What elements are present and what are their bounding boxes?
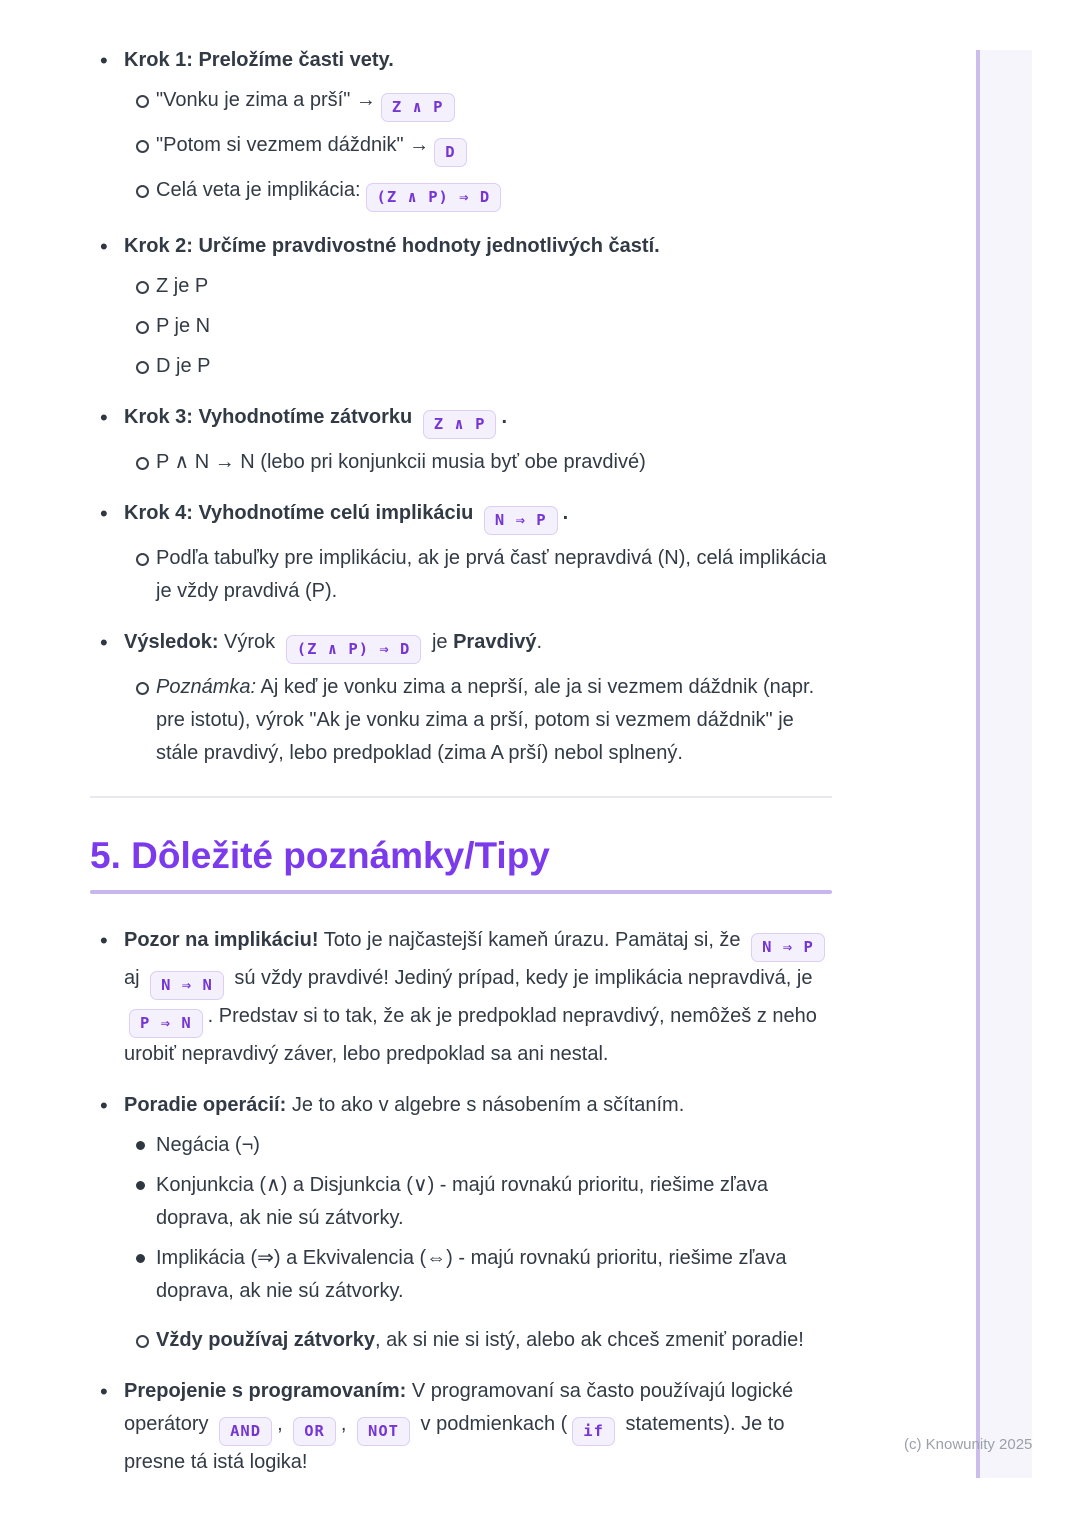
step-title-text: Krok 3: Vyhodnotíme zátvorku xyxy=(124,406,413,429)
heading-underline xyxy=(90,890,832,894)
sub-text: P je N xyxy=(156,315,211,338)
step-title: Krok 1: Preložíme časti vety. xyxy=(124,49,394,71)
separator-text: , xyxy=(340,1413,347,1436)
sub-item-text xyxy=(156,446,832,479)
tip-text: statements). Je to presne tá istá logika! xyxy=(124,1413,785,1474)
step-title-punct: . xyxy=(562,502,569,525)
sub-item xyxy=(124,174,832,212)
sub-text: Implikácia (⇒) a Ekvivalencia (⇔) - majú rovnakú prioritu, riešime zľava doprava, ak nie sú zátvorky. xyxy=(156,1247,787,1303)
note-text: , ak si nie si istý, alebo ak chceš zmeniť poradie! xyxy=(374,1329,804,1352)
note-text: Aj keď je vonku zima a neprší, ale ja si vezmem dáždnik (napr. pre istotu), výrok "Ak je vonku zima a prší, potom si vezmem dáždnik" je stále pravdivý, lebo predpoklad (zima A prší) nebol splnený. xyxy=(156,676,815,765)
list-item-krok-1 xyxy=(90,44,832,212)
circle-bullet-icon xyxy=(124,446,156,479)
sub-item-text xyxy=(156,1129,832,1162)
note-label: Poznámka: xyxy=(156,676,257,699)
bullet-icon: • xyxy=(100,1379,108,1405)
bullet-icon: • xyxy=(100,501,108,527)
sub-item-note xyxy=(124,1324,832,1357)
circle-bullet-shape xyxy=(136,140,149,153)
tip-text: aj xyxy=(124,967,140,990)
sub-item-text xyxy=(156,1324,832,1357)
sub-item xyxy=(124,129,832,167)
inline-code-badge: (Z ∧ P) ⇒ D xyxy=(366,183,502,212)
tip-text: Toto je najčastejší kameň úrazu. Pamätaj si, že xyxy=(323,929,741,952)
circle-bullet-shape xyxy=(136,321,149,334)
dot-bullet-shape xyxy=(136,1254,145,1263)
sub-item xyxy=(124,84,832,122)
inline-code-badge: NOT xyxy=(357,1417,410,1446)
sub-item xyxy=(124,1129,832,1162)
list-item-krok-4 xyxy=(90,497,832,608)
sub-item-text xyxy=(156,129,832,167)
circle-bullet-icon xyxy=(124,542,156,608)
sub-text: "Vonku je zima a prší" → xyxy=(156,89,376,111)
inline-code-badge: OR xyxy=(293,1417,336,1446)
circle-bullet-shape xyxy=(136,1335,149,1348)
inline-code-badge: D xyxy=(434,138,466,167)
tip-text: v podmienkach ( xyxy=(420,1413,568,1436)
circle-bullet-shape xyxy=(136,553,149,566)
list-item-result xyxy=(90,626,832,770)
list-item-body xyxy=(124,626,832,770)
sub-item-text xyxy=(156,671,832,770)
sub-item-text xyxy=(156,542,832,608)
copyright-footer: (c) Knowunity 2025 xyxy=(904,1436,1033,1453)
sub-item xyxy=(124,350,832,383)
tip-precedence xyxy=(90,1089,832,1357)
circle-bullet-shape xyxy=(136,361,149,374)
tip-text: sú vždy pravdivé! Jediný prípad, kedy je implikácia nepravdivá, je xyxy=(234,967,813,990)
tip-title-line xyxy=(124,1089,832,1122)
inline-code-badge: N ⇒ P xyxy=(751,933,825,962)
tip-programming xyxy=(90,1375,832,1479)
sub-text: Z je P xyxy=(156,275,209,298)
sub-item xyxy=(124,446,832,479)
step-title xyxy=(124,497,832,535)
bullet-icon: • xyxy=(100,630,108,656)
sub-text: Negácia (¬) xyxy=(156,1134,260,1157)
sub-text: Podľa tabuľky pre implikáciu, ak je prvá časť nepravdivá (N), celá implikácia je vždy pravdivá (P). xyxy=(156,547,827,603)
sub-item-text xyxy=(156,270,832,303)
sub-list xyxy=(124,542,832,608)
list-item-body xyxy=(124,230,832,383)
list-item-body xyxy=(124,44,832,212)
inline-code-badge: Z ∧ P xyxy=(381,93,455,122)
dot-bullet-shape xyxy=(136,1181,145,1190)
sub-text: Konjunkcia (∧) a Disjunkcia (∨) - majú rovnakú prioritu, riešime zľava doprava, ak nie sú zátvorky. xyxy=(156,1174,768,1230)
result-verdict: Pravdivý xyxy=(453,631,537,654)
dot-bullet-icon xyxy=(124,1169,156,1235)
list-item-body xyxy=(124,1089,832,1357)
sub-list xyxy=(124,270,832,383)
list-item-body xyxy=(124,924,832,1071)
sub-item xyxy=(124,310,832,343)
step-title-text: Krok 4: Vyhodnotíme celú implikáciu xyxy=(124,502,474,525)
tip-text: Je to ako v algebre s násobením a sčítaním. xyxy=(291,1094,685,1117)
result-label: Výsledok: xyxy=(124,631,219,654)
circle-bullet-icon xyxy=(124,174,156,212)
tip-text: . Predstav si to tak, že ak je predpoklad nepravdivý, nemôžeš z neho urobiť nepravdivý záver, lebo predpoklad sa ani nestal. xyxy=(124,1005,817,1066)
sub-text: P ∧ N → N (lebo pri konjunkcii musia byť obe pravdivé) xyxy=(156,451,646,474)
sub-item xyxy=(124,270,832,303)
result-mid-text: je xyxy=(431,631,448,654)
inline-code-badge: N ⇒ P xyxy=(484,506,558,535)
circle-bullet-icon xyxy=(124,350,156,383)
circle-bullet-shape xyxy=(136,95,149,108)
circle-bullet-icon xyxy=(124,84,156,122)
sub-item xyxy=(124,671,832,770)
bullet-icon: • xyxy=(100,48,108,73)
sub-text: D je P xyxy=(156,355,211,378)
sub-item xyxy=(124,1169,832,1235)
result-line xyxy=(124,626,832,664)
inline-code-badge: P ⇒ N xyxy=(129,1009,203,1038)
list-item-krok-2 xyxy=(90,230,832,383)
list-item-krok-3 xyxy=(90,401,832,479)
dot-bullet-icon xyxy=(124,1242,156,1308)
sub-list xyxy=(124,1129,832,1357)
step-title: Krok 2: Určíme pravdivostné hodnoty jednotlivých častí. xyxy=(124,235,660,258)
result-punct: . xyxy=(536,631,543,654)
tip-label: Pozor na implikáciu! xyxy=(124,929,319,952)
circle-bullet-icon xyxy=(124,270,156,303)
inline-code-badge: Z ∧ P xyxy=(423,410,497,439)
section-divider xyxy=(90,796,832,798)
inline-code-badge: (Z ∧ P) ⇒ D xyxy=(286,635,422,664)
list-item-body xyxy=(124,497,832,608)
sub-item-text xyxy=(156,84,832,122)
circle-bullet-shape xyxy=(136,281,149,294)
inline-code-badge: N ⇒ N xyxy=(150,971,224,1000)
bullet-icon: • xyxy=(100,405,108,431)
circle-bullet-icon xyxy=(124,671,156,770)
step-title-punct: . xyxy=(501,406,507,429)
step-title xyxy=(124,401,832,439)
dot-bullet-icon xyxy=(124,1129,156,1162)
sub-list xyxy=(124,446,832,479)
circle-bullet-shape xyxy=(136,185,149,198)
sub-text: "Potom si vezmem dáždnik" → xyxy=(156,134,430,157)
circle-bullet-icon xyxy=(124,310,156,343)
tip-implication xyxy=(90,924,832,1071)
list-item-body xyxy=(124,401,832,479)
content-column xyxy=(90,44,832,1497)
separator-text: , xyxy=(277,1413,283,1436)
section-heading: 5. Dôležité poznámky/Tipy xyxy=(90,835,550,877)
circle-bullet-icon xyxy=(124,129,156,167)
sub-list xyxy=(124,84,832,212)
inline-code-badge: AND xyxy=(219,1417,272,1446)
list-item-body xyxy=(124,1375,832,1479)
tips-list xyxy=(90,924,832,1479)
sub-item-text xyxy=(156,350,832,383)
tip-label: Prepojenie s programovaním: xyxy=(124,1380,407,1403)
circle-bullet-shape xyxy=(136,682,149,695)
bullet-icon: • xyxy=(100,1093,108,1119)
sub-list xyxy=(124,671,832,770)
tip-text: V programovaní sa často používajú logické operátory xyxy=(124,1380,794,1436)
sub-item-text xyxy=(156,1169,832,1235)
note-bold-text: Vždy používaj zátvorky xyxy=(156,1329,375,1352)
inline-code-badge: if xyxy=(572,1417,615,1446)
circle-bullet-shape xyxy=(136,457,149,470)
result-pre-text: Výrok xyxy=(224,631,276,654)
bullet-icon: • xyxy=(100,928,108,954)
sub-text: Celá veta je implikácia: xyxy=(156,179,361,202)
sub-item xyxy=(124,1242,832,1308)
sub-item-text xyxy=(156,1242,832,1308)
tip-label: Poradie operácií: xyxy=(124,1094,287,1117)
sub-item-text xyxy=(156,310,832,343)
sub-item-text xyxy=(156,174,832,212)
bullet-icon: • xyxy=(100,234,108,260)
page-edge-panel xyxy=(976,50,1032,1478)
circle-bullet-icon xyxy=(124,1324,156,1357)
dot-bullet-shape xyxy=(136,1141,145,1150)
sub-item xyxy=(124,542,832,608)
